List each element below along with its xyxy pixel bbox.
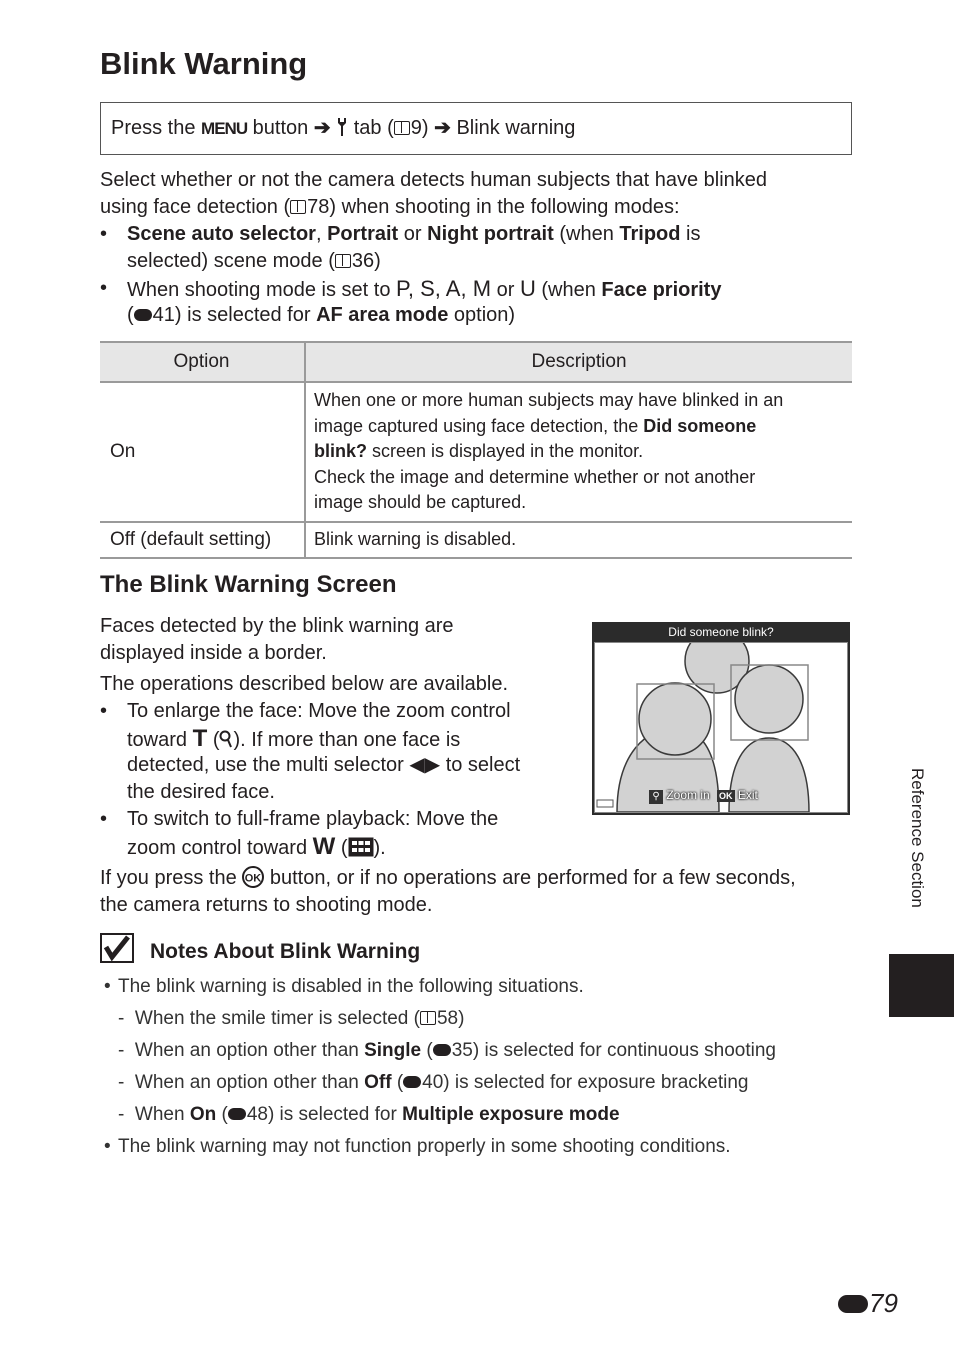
- side-section-label: Reference Section: [908, 768, 927, 908]
- book-icon: [335, 254, 351, 268]
- book-icon: [420, 1011, 436, 1025]
- nav-button-text: button: [252, 117, 309, 139]
- reference-e-icon: [838, 1295, 868, 1313]
- page-title: Blink Warning: [100, 46, 308, 81]
- intro-line-1: Select whether or not the camera detects human subjects that have blinked: [100, 169, 768, 191]
- table-header-row: [100, 342, 852, 382]
- s2-p2: The operations described below are available.: [100, 673, 509, 695]
- tele-icon: T: [192, 725, 208, 752]
- notes-subitem: - When an option other than Single ( 35) is selected for continuous shooting: [118, 1040, 776, 1061]
- reference-e-icon: [134, 309, 152, 321]
- magnifier-icon: [219, 729, 233, 751]
- bullet-dot: •: [100, 808, 108, 830]
- reference-e-icon: [403, 1076, 421, 1088]
- description-cell: Blink warning is disabled.: [305, 522, 852, 558]
- reference-e-icon: [433, 1044, 451, 1056]
- ok-button-icon: [242, 867, 264, 889]
- mode-icons: P, S, A, M: [396, 276, 492, 301]
- setup-tab-icon: [336, 117, 354, 139]
- camera-screen-title: Did someone blink?: [668, 625, 774, 639]
- bullet-shooting-mode: When shooting mode is set to P, S, A, M or U (when Face priority: [127, 276, 722, 301]
- s2-b1c: detected, use the multi selector ◀▶ to select: [127, 754, 521, 776]
- table-header: Description: [305, 342, 852, 382]
- notes-subitem: - When an option other than Off ( 40) is selected for exposure bracketing: [118, 1072, 749, 1093]
- s2-b2b: zoom control toward W ( ).: [127, 833, 386, 860]
- description-cell: When one or more human subjects may have blinked in an image captured using face detection, the Did someone blink? screen is displayed in the monitor. Check the image and determine whether or not another image should be captured.: [305, 382, 852, 522]
- bullet-scene-modes-line2: selected) scene mode ( 36): [127, 250, 381, 272]
- page-number: 79: [838, 1288, 898, 1319]
- s2-p3b: the camera returns to shooting mode.: [100, 894, 433, 916]
- menu-path: [111, 115, 575, 140]
- nav-item: Blink warning: [456, 117, 576, 139]
- s2-b1a: To enlarge the face: Move the zoom control: [127, 700, 511, 722]
- notes-subitem: - When On ( 48) is selected for Multiple exposure mode: [118, 1104, 620, 1125]
- s2-p1b: displayed inside a border.: [100, 642, 327, 664]
- bullet-dot: •: [104, 976, 111, 997]
- option-cell: On: [100, 382, 305, 522]
- notes-title: Notes About Blink Warning: [150, 940, 421, 963]
- notes-item-1: The blink warning is disabled in the following situations.: [118, 976, 584, 997]
- notes-subitem: - When the smile timer is selected ( 58): [118, 1008, 465, 1029]
- mode-u-icon: U: [519, 276, 536, 301]
- camera-monitor-screen: [592, 622, 850, 815]
- book-icon: [290, 200, 306, 214]
- zoom-in-icon: ⚲: [649, 790, 663, 804]
- options-table: [100, 341, 852, 559]
- s2-b1b: toward T ( ). If more than one face is: [127, 725, 461, 752]
- table-row: [100, 382, 852, 522]
- bullet-dot: •: [104, 1136, 111, 1157]
- svg-text:OK: OK: [245, 872, 262, 885]
- nav-tab-ref: 9): [410, 117, 429, 139]
- menu-button-icon: MENU: [201, 119, 248, 138]
- bullet-scene-modes: Scene auto selector, Portrait or Night portrait (when Tripod is: [127, 223, 701, 245]
- s2-b1d: the desired face.: [127, 781, 275, 803]
- table-row: [100, 522, 852, 558]
- arrow-icon: ➔: [434, 117, 451, 139]
- s2-b2a: To switch to full-frame playback: Move the: [127, 808, 499, 830]
- nav-prefix: Press the: [111, 117, 196, 139]
- bullet-dot: •: [100, 223, 108, 245]
- s2-p3a: If you press the OK button, or if no operations are performed for a few seconds,: [100, 867, 796, 889]
- menu-path-box: [100, 102, 852, 155]
- reference-e-icon: [228, 1108, 246, 1120]
- section-title: The Blink Warning Screen: [100, 571, 397, 598]
- arrow-icon: ➔: [313, 117, 331, 139]
- ok-icon: OK: [719, 791, 733, 801]
- bullet-shooting-mode-line2: ( 41) is selected for AF area mode option): [127, 304, 516, 326]
- checkmark-icon: [100, 933, 134, 963]
- table-header: Option: [100, 342, 305, 382]
- wide-icon: W: [312, 833, 336, 860]
- section-tab-marker: [889, 954, 954, 1017]
- camera-button-guide: ⚲ Zoom in OK Exit: [649, 788, 758, 804]
- notes-item-2: The blink warning may not function properly in some shooting conditions.: [118, 1136, 731, 1157]
- nav-tab-text: tab (: [353, 117, 394, 139]
- thumbnail-icon: [348, 837, 374, 859]
- book-icon: [394, 121, 410, 135]
- option-cell: Off (default setting): [100, 522, 305, 558]
- bullet-dot: •: [100, 700, 108, 722]
- intro-line-2: using face detection ( 78) when shooting in the following modes:: [100, 196, 680, 218]
- bullet-dot: •: [100, 277, 108, 299]
- s2-p1a: Faces detected by the blink warning are: [100, 615, 454, 637]
